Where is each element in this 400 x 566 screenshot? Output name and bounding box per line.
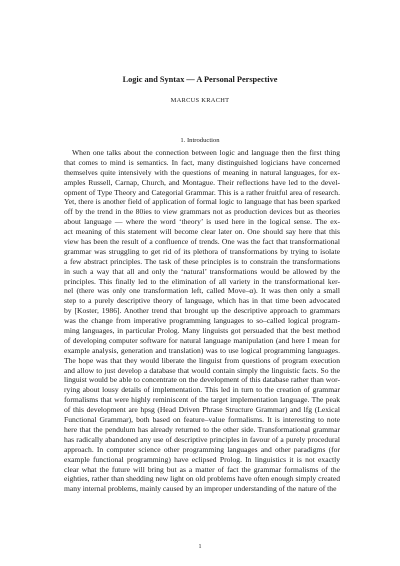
body-line: and allow to just develop a database that would contain simply the linguistic facts. So the — [64, 365, 340, 375]
body-line: approach. In computer science other programming languages and other paradigms (for — [64, 444, 340, 454]
body-line: formalisms that were highly reminiscent of the target implementation language. The peak — [64, 395, 340, 405]
body-line: nel (there was only one transformation left, called Move–α). It was then only a small — [64, 286, 340, 296]
page-number: 1 — [198, 544, 202, 550]
body-line: grammar was struggling to get rid of its plethora of transformations by trying to isolate — [64, 246, 340, 256]
paper-title: Logic and Syntax — A Personal Perspective — [122, 75, 278, 84]
body-line: opment of Type Theory and Categorial Grammar. This is a rather fruitful area of research. — [64, 187, 340, 197]
body-line: example analysis, generation and translation) was to use logical programming languages. — [64, 345, 340, 355]
paper-author: MARCUS KRACHT — [170, 97, 230, 104]
body-line: about language — where the word ‘theory’ is used here in the logical sense. The ex- — [64, 217, 340, 227]
body-line: many internal problems, mainly caused by an improper understanding of the nature of the — [64, 484, 337, 494]
body-line: amples Russell, Carnap, Church, and Montague. Their reflections have led to the devel- — [64, 177, 340, 187]
body-line: act meaning of this statement will become clear later on. One should say here that this — [64, 227, 340, 237]
body-line: example functional programming) have eclipsed Prolog. In linguistics it is not exactly — [64, 454, 340, 464]
body-line: here that the pendulum has already returned to the other side. Transformational grammar — [64, 424, 340, 434]
body-line: The hope was that they would liberate the linguist from questions of program execution — [64, 355, 340, 365]
body-line: off by the trend in the 80ies to view grammars not as production devices but as theories — [64, 207, 340, 217]
body-line: has radically abandoned any use of descriptive principles in favour of a purely procedural — [64, 434, 340, 444]
body-line: that comes to mind is semantics. In fact, many distinguished logicians have concerned — [64, 157, 340, 167]
body-line: eighties, rather than shedding new light on old problems have often enough simply created — [64, 474, 340, 484]
body-line: ming languages, in particular Prolog. Many linguists got persuaded that the best method — [64, 326, 340, 336]
body-line: Yet, there is another field of application of formal logic to language that has been sparked — [64, 197, 340, 207]
body-line: When one talks about the connection between logic and language then the first thing — [72, 148, 340, 157]
body-text — [64, 148, 340, 494]
body-line: clear what the future will bring but as a matter of fact the grammar formalisms of the — [64, 464, 340, 474]
body-line: Functional Grammar), both based on feature–value formalisms. It is interesting to note — [64, 415, 340, 425]
body-line: of developing computer software for natural language manipulation (and here I mean for — [64, 335, 340, 345]
body-line: linguist would be able to concentrate on the development of this database rather than wor- — [64, 375, 340, 385]
body-line: themselves quite intensively with the questions of meaning in natural languages, for ex- — [64, 167, 340, 177]
body-line: of this development are hpsg (Head Driven Phrase Structure Grammar) and lfg (Lexical — [64, 405, 340, 415]
body-line: a few abstract principles. The task of these principles is to constrain the transformations — [64, 256, 340, 266]
body-line: by [Koster, 1986]. Another trend that brought up the descriptive approach to grammars — [64, 306, 340, 316]
body-line: principles. This finally led to the elimination of all variety in the transformational ker- — [64, 276, 340, 286]
body-line: rying about lousy details of implementation. This led in turn to the creation of grammar — [64, 385, 340, 395]
body-line: in such a way that all and only the ‘natural’ transformations would be allowed by the — [64, 266, 340, 276]
body-line: was the change from imperative programming languages to so–called logical program- — [64, 316, 340, 326]
body-line: step to a purely descriptive theory of language, which has in that time been advocated — [64, 296, 340, 306]
section-heading: 1. Introduction — [180, 137, 220, 144]
body-line: view has been the result of a confluence of trends. One was the fact that transformational — [64, 237, 340, 247]
